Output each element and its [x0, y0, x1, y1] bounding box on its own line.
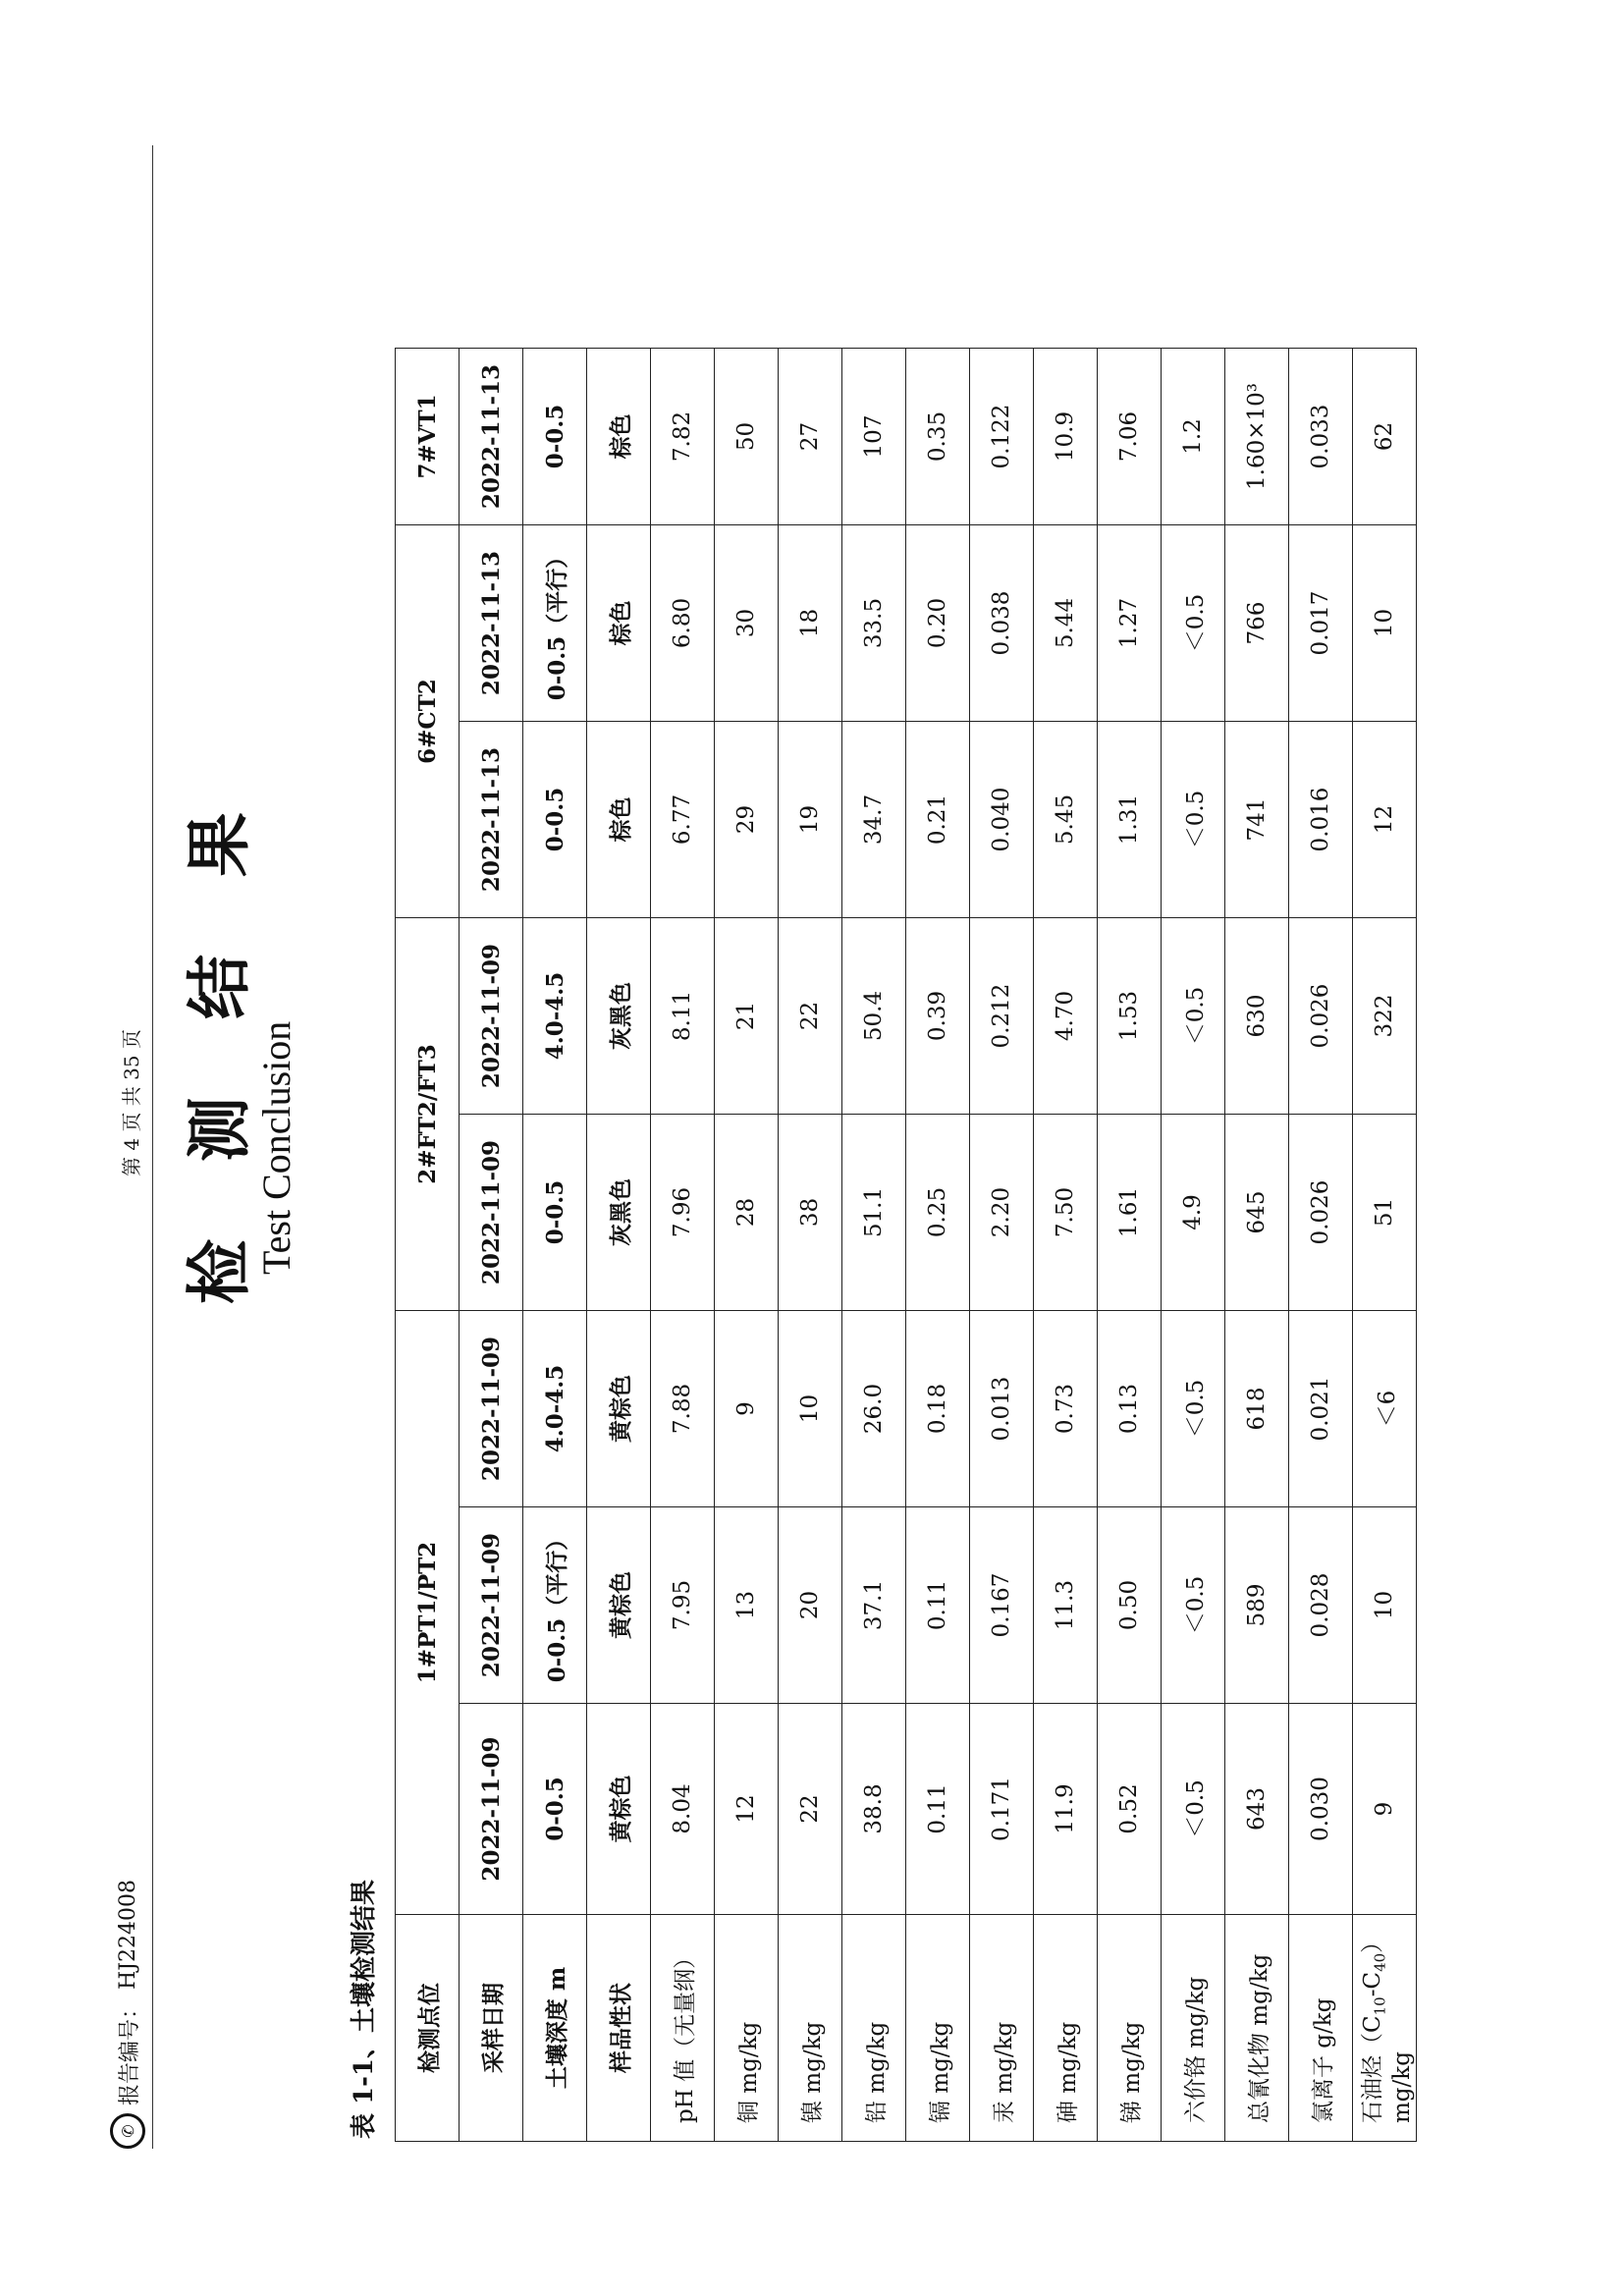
value-cell: ＜0.5 — [1162, 1704, 1225, 1915]
depth-cell: 4.0-4.5 — [523, 1311, 587, 1507]
point-label: 检测点位 — [396, 1915, 460, 2142]
value-cell: ＜0.5 — [1162, 722, 1225, 918]
property-cell: 黄棕色 — [587, 1311, 651, 1507]
value-cell: ＜0.5 — [1162, 1311, 1225, 1507]
value-cell: 0.026 — [1289, 1115, 1353, 1311]
date-label: 采样日期 — [460, 1915, 523, 2142]
group-header: 2#FT2/FT3 — [396, 918, 460, 1311]
value-cell: 0.21 — [906, 722, 970, 918]
value-cell: 1.61 — [1098, 1115, 1162, 1311]
value-cell: 13 — [715, 1507, 779, 1704]
depth-cell: 4.0-4.5 — [523, 918, 587, 1115]
value-cell: 0.013 — [970, 1311, 1034, 1507]
value-cell: ＜0.5 — [1162, 1507, 1225, 1704]
value-cell: 21 — [715, 918, 779, 1115]
row-label: 铜 mg/kg — [715, 1915, 779, 2142]
header-row-point — [396, 349, 460, 2142]
depth-cell: 0-0.5 — [523, 1704, 587, 1915]
date-cell: 2022-11-09 — [460, 1115, 523, 1311]
row-label: pH 值（无量纲） — [651, 1915, 715, 2142]
value-cell: 0.017 — [1289, 525, 1353, 722]
date-cell: 2022-11-09 — [460, 918, 523, 1115]
value-cell: 0.040 — [970, 722, 1034, 918]
depth-cell: 0-0.5 — [523, 349, 587, 525]
value-cell: 0.35 — [906, 349, 970, 525]
value-cell: 62 — [1353, 349, 1417, 525]
value-cell: 0.122 — [970, 349, 1034, 525]
value-cell: 0.028 — [1289, 1507, 1353, 1704]
value-cell: 1.53 — [1098, 918, 1162, 1115]
table-caption: 表 1-1、土壤检测结果 — [350, 1879, 379, 2139]
company-logo-icon: ✆ — [110, 2113, 145, 2149]
value-cell: 9 — [1353, 1704, 1417, 1915]
property-label: 样品性状 — [587, 1915, 651, 2142]
value-cell: 7.50 — [1034, 1115, 1098, 1311]
value-cell: 0.033 — [1289, 349, 1353, 525]
value-cell: 5.45 — [1034, 722, 1098, 918]
table-row — [1225, 349, 1289, 2142]
depth-cell: 0-0.5（平行） — [523, 1507, 587, 1704]
value-cell: 37.1 — [842, 1507, 906, 1704]
value-cell: 630 — [1225, 918, 1289, 1115]
date-cell: 2022-11-13 — [460, 525, 523, 722]
value-cell: ＜0.5 — [1162, 525, 1225, 722]
depth-cell: 0-0.5（平行） — [523, 525, 587, 722]
header-divider — [152, 145, 153, 2149]
page-info: 第 4 页 共 35 页 — [120, 1029, 143, 1176]
value-cell: 7.88 — [651, 1311, 715, 1507]
page-title: 检 测 结 果 — [181, 785, 257, 1304]
value-cell: 1.31 — [1098, 722, 1162, 918]
page-subtitle: Test Conclusion — [254, 1020, 298, 1275]
value-cell: 38 — [779, 1115, 842, 1311]
value-cell: 26.0 — [842, 1311, 906, 1507]
value-cell: 19 — [779, 722, 842, 918]
value-cell: 322 — [1353, 918, 1417, 1115]
value-cell: 0.50 — [1098, 1507, 1162, 1704]
value-cell: 33.5 — [842, 525, 906, 722]
value-cell: 0.39 — [906, 918, 970, 1115]
value-cell: 8.04 — [651, 1704, 715, 1915]
table-row — [970, 349, 1034, 2142]
row-label: 锑 mg/kg — [1098, 1915, 1162, 2142]
row-label: 镍 mg/kg — [779, 1915, 842, 2142]
property-cell: 棕色 — [587, 525, 651, 722]
value-cell: 0.167 — [970, 1507, 1034, 1704]
table-row — [1162, 349, 1225, 2142]
property-cell: 灰黑色 — [587, 1115, 651, 1311]
value-cell: 12 — [1353, 722, 1417, 918]
value-cell: 18 — [779, 525, 842, 722]
value-cell: 38.8 — [842, 1704, 906, 1915]
value-cell: 11.3 — [1034, 1507, 1098, 1704]
date-cell: 2022-11-09 — [460, 1311, 523, 1507]
value-cell: 28 — [715, 1115, 779, 1311]
table-row — [651, 349, 715, 2142]
row-label-part: 石油烃（C — [1360, 2015, 1386, 2123]
value-cell: 0.016 — [1289, 722, 1353, 918]
value-cell: 7.82 — [651, 349, 715, 525]
depth-cell: 0-0.5 — [523, 1115, 587, 1311]
row-label-part: -C — [1360, 1971, 1386, 1997]
value-cell: 2.20 — [970, 1115, 1034, 1311]
value-cell: 0.18 — [906, 1311, 970, 1507]
value-cell: 6.80 — [651, 525, 715, 722]
value-cell: 1.2 — [1162, 349, 1225, 525]
row-label-part: ）mg/kg — [1360, 1930, 1415, 2123]
value-cell: 34.7 — [842, 722, 906, 918]
row-label: 总氰化物 mg/kg — [1225, 1915, 1289, 2142]
property-cell: 黄棕色 — [587, 1704, 651, 1915]
property-cell: 棕色 — [587, 349, 651, 525]
value-cell: 0.13 — [1098, 1311, 1162, 1507]
value-cell: 1.27 — [1098, 525, 1162, 722]
value-cell: 51.1 — [842, 1115, 906, 1311]
value-cell: 0.030 — [1289, 1704, 1353, 1915]
table-row — [842, 349, 906, 2142]
value-cell: 27 — [779, 349, 842, 525]
row-label: 六价铬 mg/kg — [1162, 1915, 1225, 2142]
table-row — [906, 349, 970, 2142]
row-label: 镉 mg/kg — [906, 1915, 970, 2142]
value-cell: ＜0.5 — [1162, 918, 1225, 1115]
table-row — [1289, 349, 1353, 2142]
value-cell: 22 — [779, 1704, 842, 1915]
group-header: 1#PT1/PT2 — [396, 1311, 460, 1915]
value-cell: 643 — [1225, 1704, 1289, 1915]
value-cell: 8.11 — [651, 918, 715, 1115]
results-table — [395, 348, 1417, 2142]
row-label: 砷 mg/kg — [1034, 1915, 1098, 2142]
value-cell: 29 — [715, 722, 779, 918]
property-cell: 灰黑色 — [587, 918, 651, 1115]
table-row — [1353, 349, 1417, 2142]
value-cell: 10 — [1353, 1507, 1417, 1704]
row-label — [1353, 1915, 1417, 2142]
row-label: 汞 mg/kg — [970, 1915, 1034, 2142]
row-label-part: 10 — [1371, 1996, 1389, 2016]
value-cell: 10.9 — [1034, 349, 1098, 525]
row-label-part: 40 — [1371, 1952, 1389, 1972]
value-cell: 12 — [715, 1704, 779, 1915]
header-row-date — [460, 349, 523, 2142]
value-cell: 0.021 — [1289, 1311, 1353, 1507]
date-cell: 2022-11-13 — [460, 722, 523, 918]
table-row — [779, 349, 842, 2142]
value-cell: 10 — [1353, 525, 1417, 722]
value-cell: 589 — [1225, 1507, 1289, 1704]
property-cell: 黄棕色 — [587, 1507, 651, 1704]
property-cell: 棕色 — [587, 722, 651, 918]
table-body — [651, 349, 1417, 2142]
value-cell: 645 — [1225, 1115, 1289, 1311]
table-row — [715, 349, 779, 2142]
row-label: 铅 mg/kg — [842, 1915, 906, 2142]
value-cell: 7.95 — [651, 1507, 715, 1704]
value-cell: 4.70 — [1034, 918, 1098, 1115]
date-cell: 2022-11-09 — [460, 1507, 523, 1704]
value-cell: 0.11 — [906, 1507, 970, 1704]
value-cell: 20 — [779, 1507, 842, 1704]
value-cell: 30 — [715, 525, 779, 722]
value-cell: 9 — [715, 1311, 779, 1507]
header-row-depth — [523, 349, 587, 2142]
value-cell: 0.038 — [970, 525, 1034, 722]
value-cell: 0.026 — [1289, 918, 1353, 1115]
value-cell: 5.44 — [1034, 525, 1098, 722]
report-number — [110, 1880, 145, 2149]
date-cell: 2022-11-09 — [460, 1704, 523, 1915]
value-cell: 0.212 — [970, 918, 1034, 1115]
value-cell: 0.73 — [1034, 1311, 1098, 1507]
value-cell: 0.25 — [906, 1115, 970, 1311]
group-header: 7#VT1 — [396, 349, 460, 525]
value-cell: 0.52 — [1098, 1704, 1162, 1915]
value-cell: 11.9 — [1034, 1704, 1098, 1915]
value-cell: 0.20 — [906, 525, 970, 722]
group-header: 6#CT2 — [396, 525, 460, 918]
value-cell: 50 — [715, 349, 779, 525]
value-cell: 7.96 — [651, 1115, 715, 1311]
row-label: 氯离子 g/kg — [1289, 1915, 1353, 2142]
value-cell: 741 — [1225, 722, 1289, 918]
value-cell: 10 — [779, 1311, 842, 1507]
date-cell: 2022-11-13 — [460, 349, 523, 525]
value-cell: 22 — [779, 918, 842, 1115]
report-no-value: HJ224008 — [115, 1879, 140, 1990]
value-cell: 51 — [1353, 1115, 1417, 1311]
value-cell: 618 — [1225, 1311, 1289, 1507]
value-cell: ＜6 — [1353, 1311, 1417, 1507]
header-row-property — [587, 349, 651, 2142]
value-cell: 4.9 — [1162, 1115, 1225, 1311]
value-cell: 0.171 — [970, 1704, 1034, 1915]
table-row — [1098, 349, 1162, 2142]
value-cell: 1.60×10³ — [1225, 349, 1289, 525]
value-cell: 0.11 — [906, 1704, 970, 1915]
report-no-label: 报告编号： — [117, 1996, 142, 2105]
value-cell: 50.4 — [842, 918, 906, 1115]
value-cell: 7.06 — [1098, 349, 1162, 525]
depth-label: 土壤深度 m — [523, 1915, 587, 2142]
value-cell: 6.77 — [651, 722, 715, 918]
depth-cell: 0-0.5 — [523, 722, 587, 918]
table-row — [1034, 349, 1098, 2142]
value-cell: 107 — [842, 349, 906, 525]
value-cell: 766 — [1225, 525, 1289, 722]
